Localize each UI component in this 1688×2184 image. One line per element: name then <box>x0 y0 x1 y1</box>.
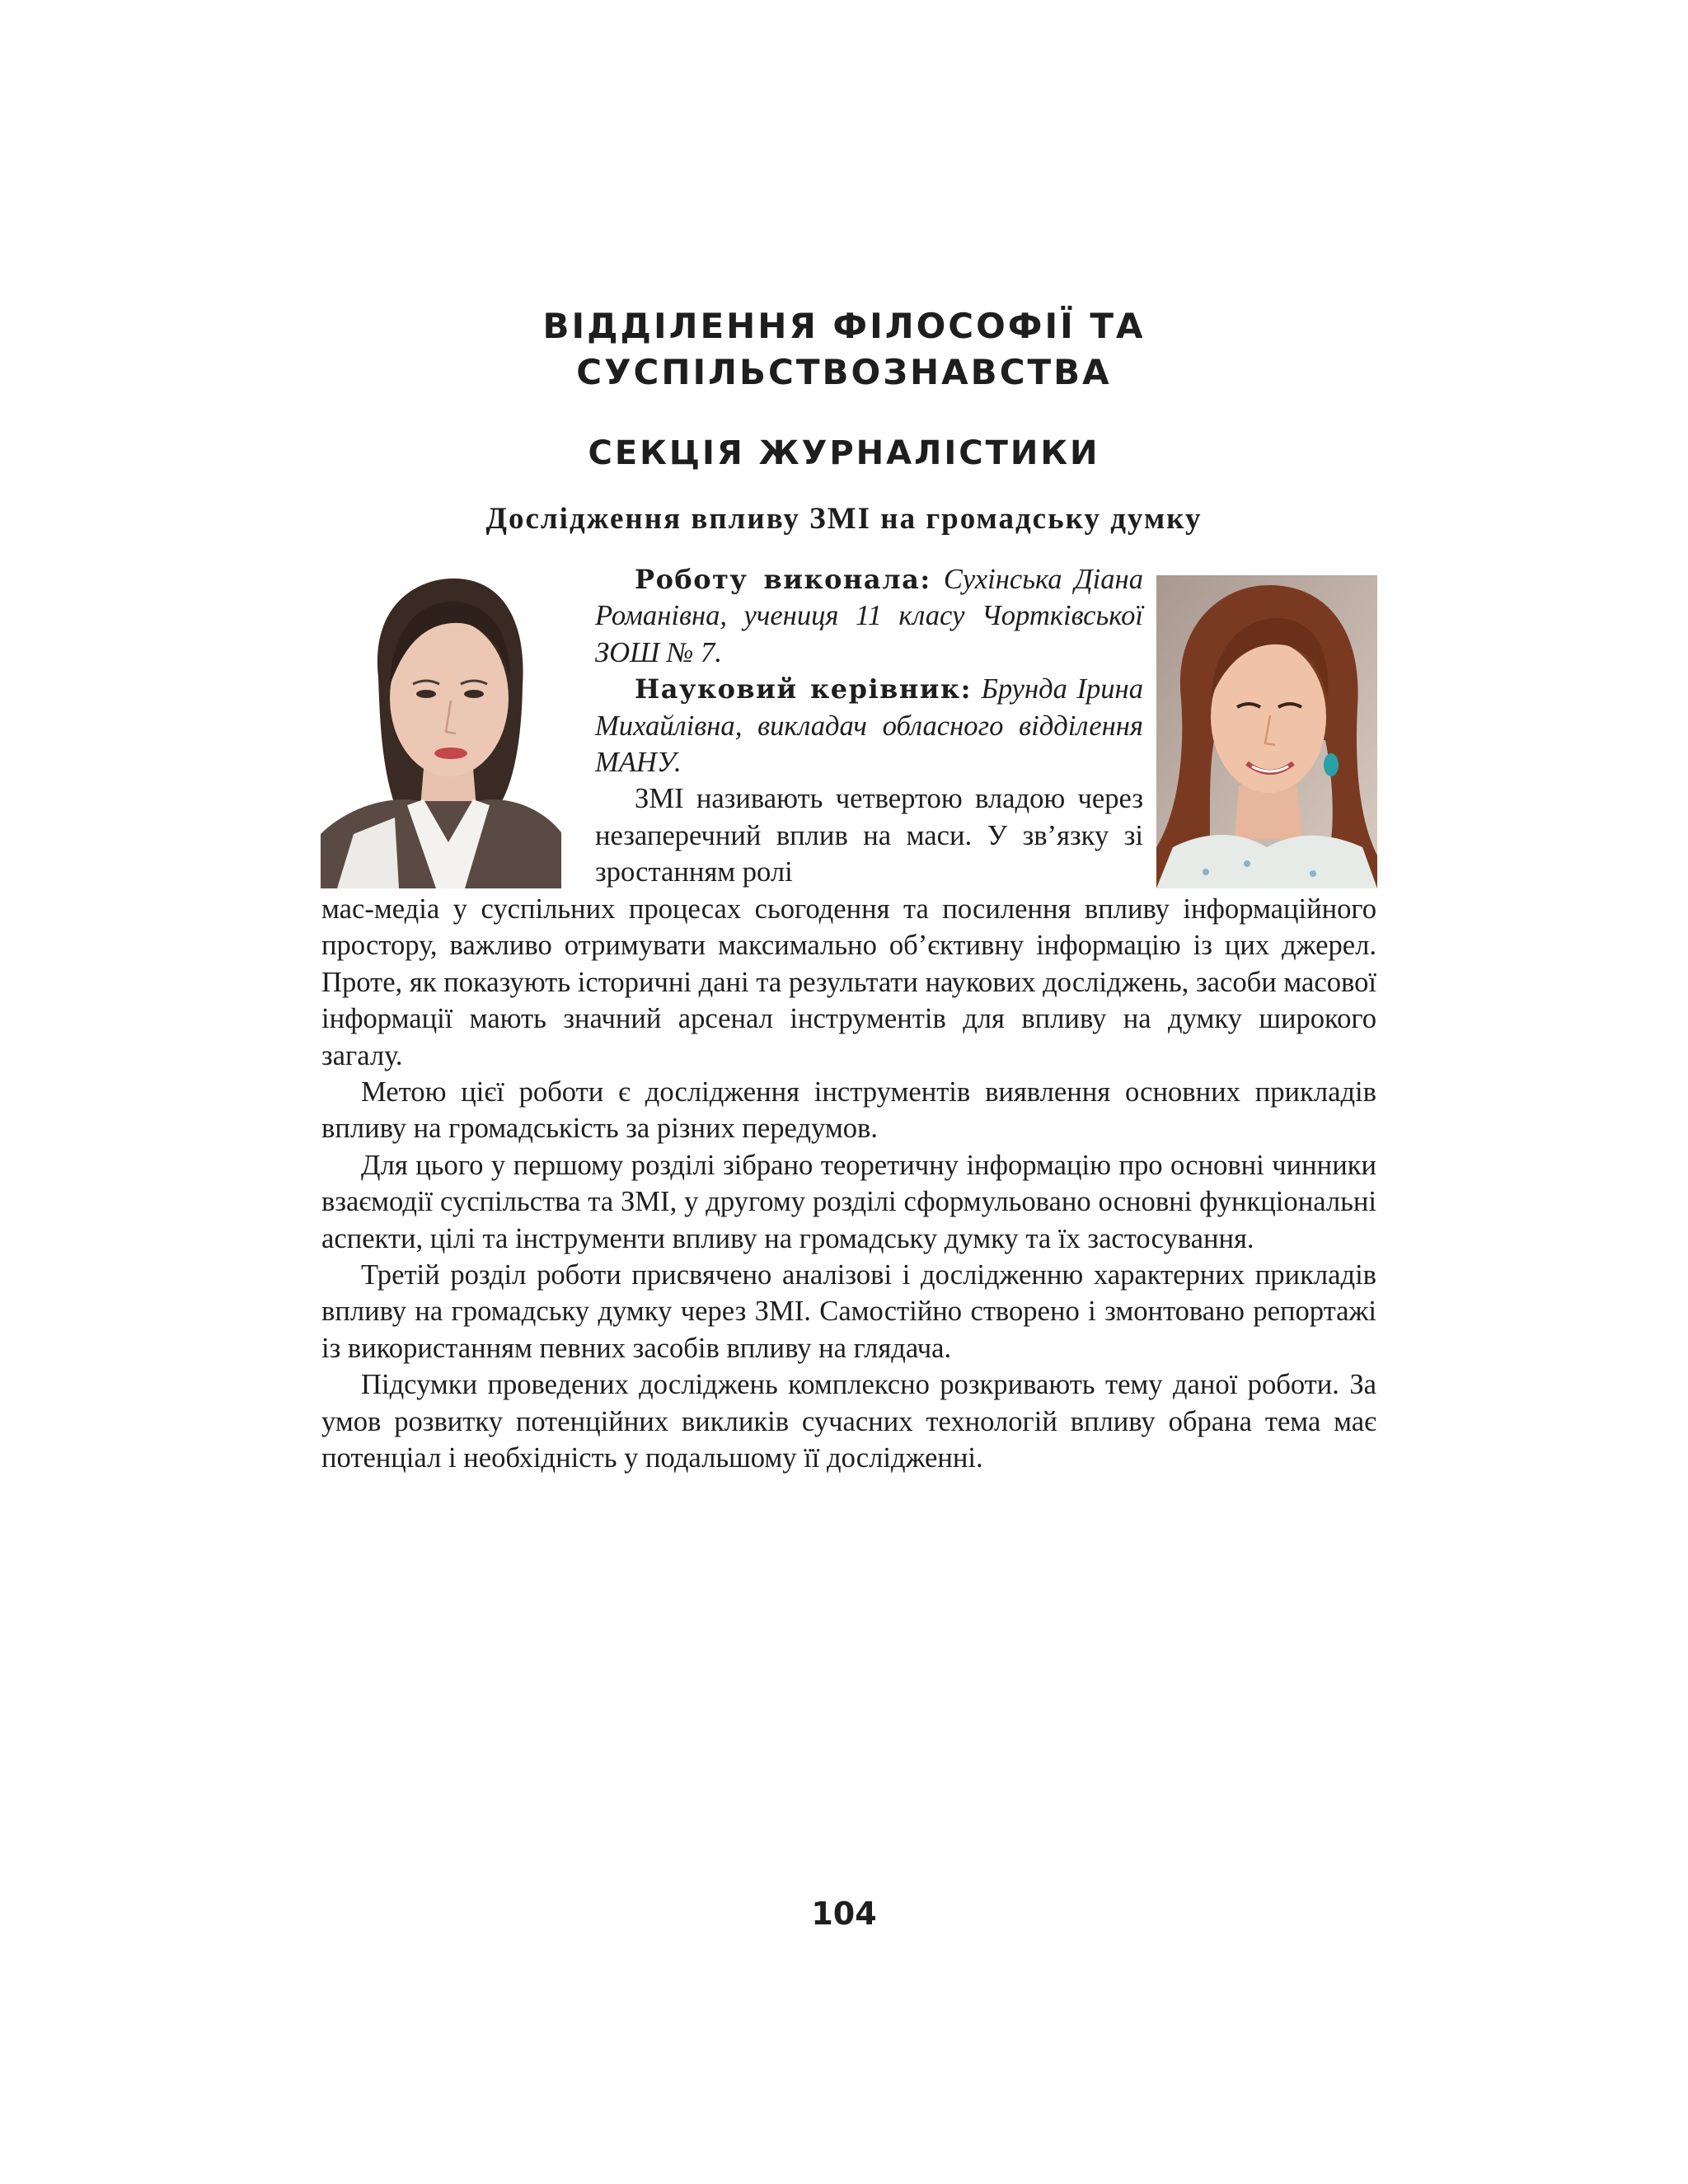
body-text <box>321 891 1376 1477</box>
author-label: Роботу виконала: <box>635 564 931 595</box>
body-paragraph: Третій розділ роботи присвячено аналізові і дослідженню характерних прикладів впливу на громадську думку через ЗМІ. Самостійно створено і змонтовано репортажі із використанням певних засобів впливу на глядача. <box>321 1259 1376 1364</box>
supervisor-text: Брунда Ірина Михайлівна, викладач обласного відділення МАНУ. <box>595 673 1143 779</box>
body-paragraph: Метою цієї роботи є дослідження інструментів виявлення основних прикладів впливу на громадськість за різних передумов. <box>321 1076 1376 1145</box>
supervisor-photo <box>1156 575 1377 888</box>
supervisor-paragraph <box>595 671 1143 780</box>
department-heading-line1: ВІДДІЛЕННЯ ФІЛОСОФІЇ ТА <box>542 306 1146 346</box>
supervisor-label: Науковий керівник: <box>635 673 972 705</box>
author-info-block <box>595 561 1143 891</box>
author-paragraph <box>595 561 1143 671</box>
body-paragraph: Підсумки проведених досліджень комплексно розкривають тему даної роботи. За умов розвитку потенційних викликів сучасних технологій впливу обрана тема має потенціал і необхідність у подальшому її дослідженні. <box>321 1369 1376 1474</box>
student-photo <box>321 570 561 888</box>
section-heading: СЕКЦІЯ ЖУРНАЛІСТИКИ <box>588 434 1100 472</box>
article-title: Дослідження впливу ЗМІ на громадську думку <box>485 502 1203 536</box>
page-number: 104 <box>811 1896 877 1932</box>
body-paragraph: Для цього у першому розділі зібрано теоретичну інформацію про основні чинники взаємодії суспільства та ЗМІ, у другому розділі сформульовано основні функціональні аспекти, цілі та інструменти впливу на громадську думку та їх застосування. <box>321 1149 1376 1254</box>
author-text: Сухінська Діана Романівна, учениця 11 класу Чортківської ЗОШ № 7. <box>595 564 1144 668</box>
department-heading <box>0 303 1688 396</box>
intro-continued: мас-медіа у суспільних процесах сьогодення та посилення впливу інформаційного простору, важливо отримувати максимально об’єктивну інформацію із цих джерел. Проте, як показують історичні дані та результати наукових досліджень, засоби масової інформації мають значний арсенал інструментів для впливу на думку широкого загалу. <box>321 893 1376 1071</box>
department-heading-line2: СУСПІЛЬСТВОЗНАВСТВА <box>576 352 1112 392</box>
intro-wrapped-text: ЗМІ називають четвертою владою через незаперечний вплив на маси. У зв’язку зі зростанням ролі <box>595 783 1143 888</box>
